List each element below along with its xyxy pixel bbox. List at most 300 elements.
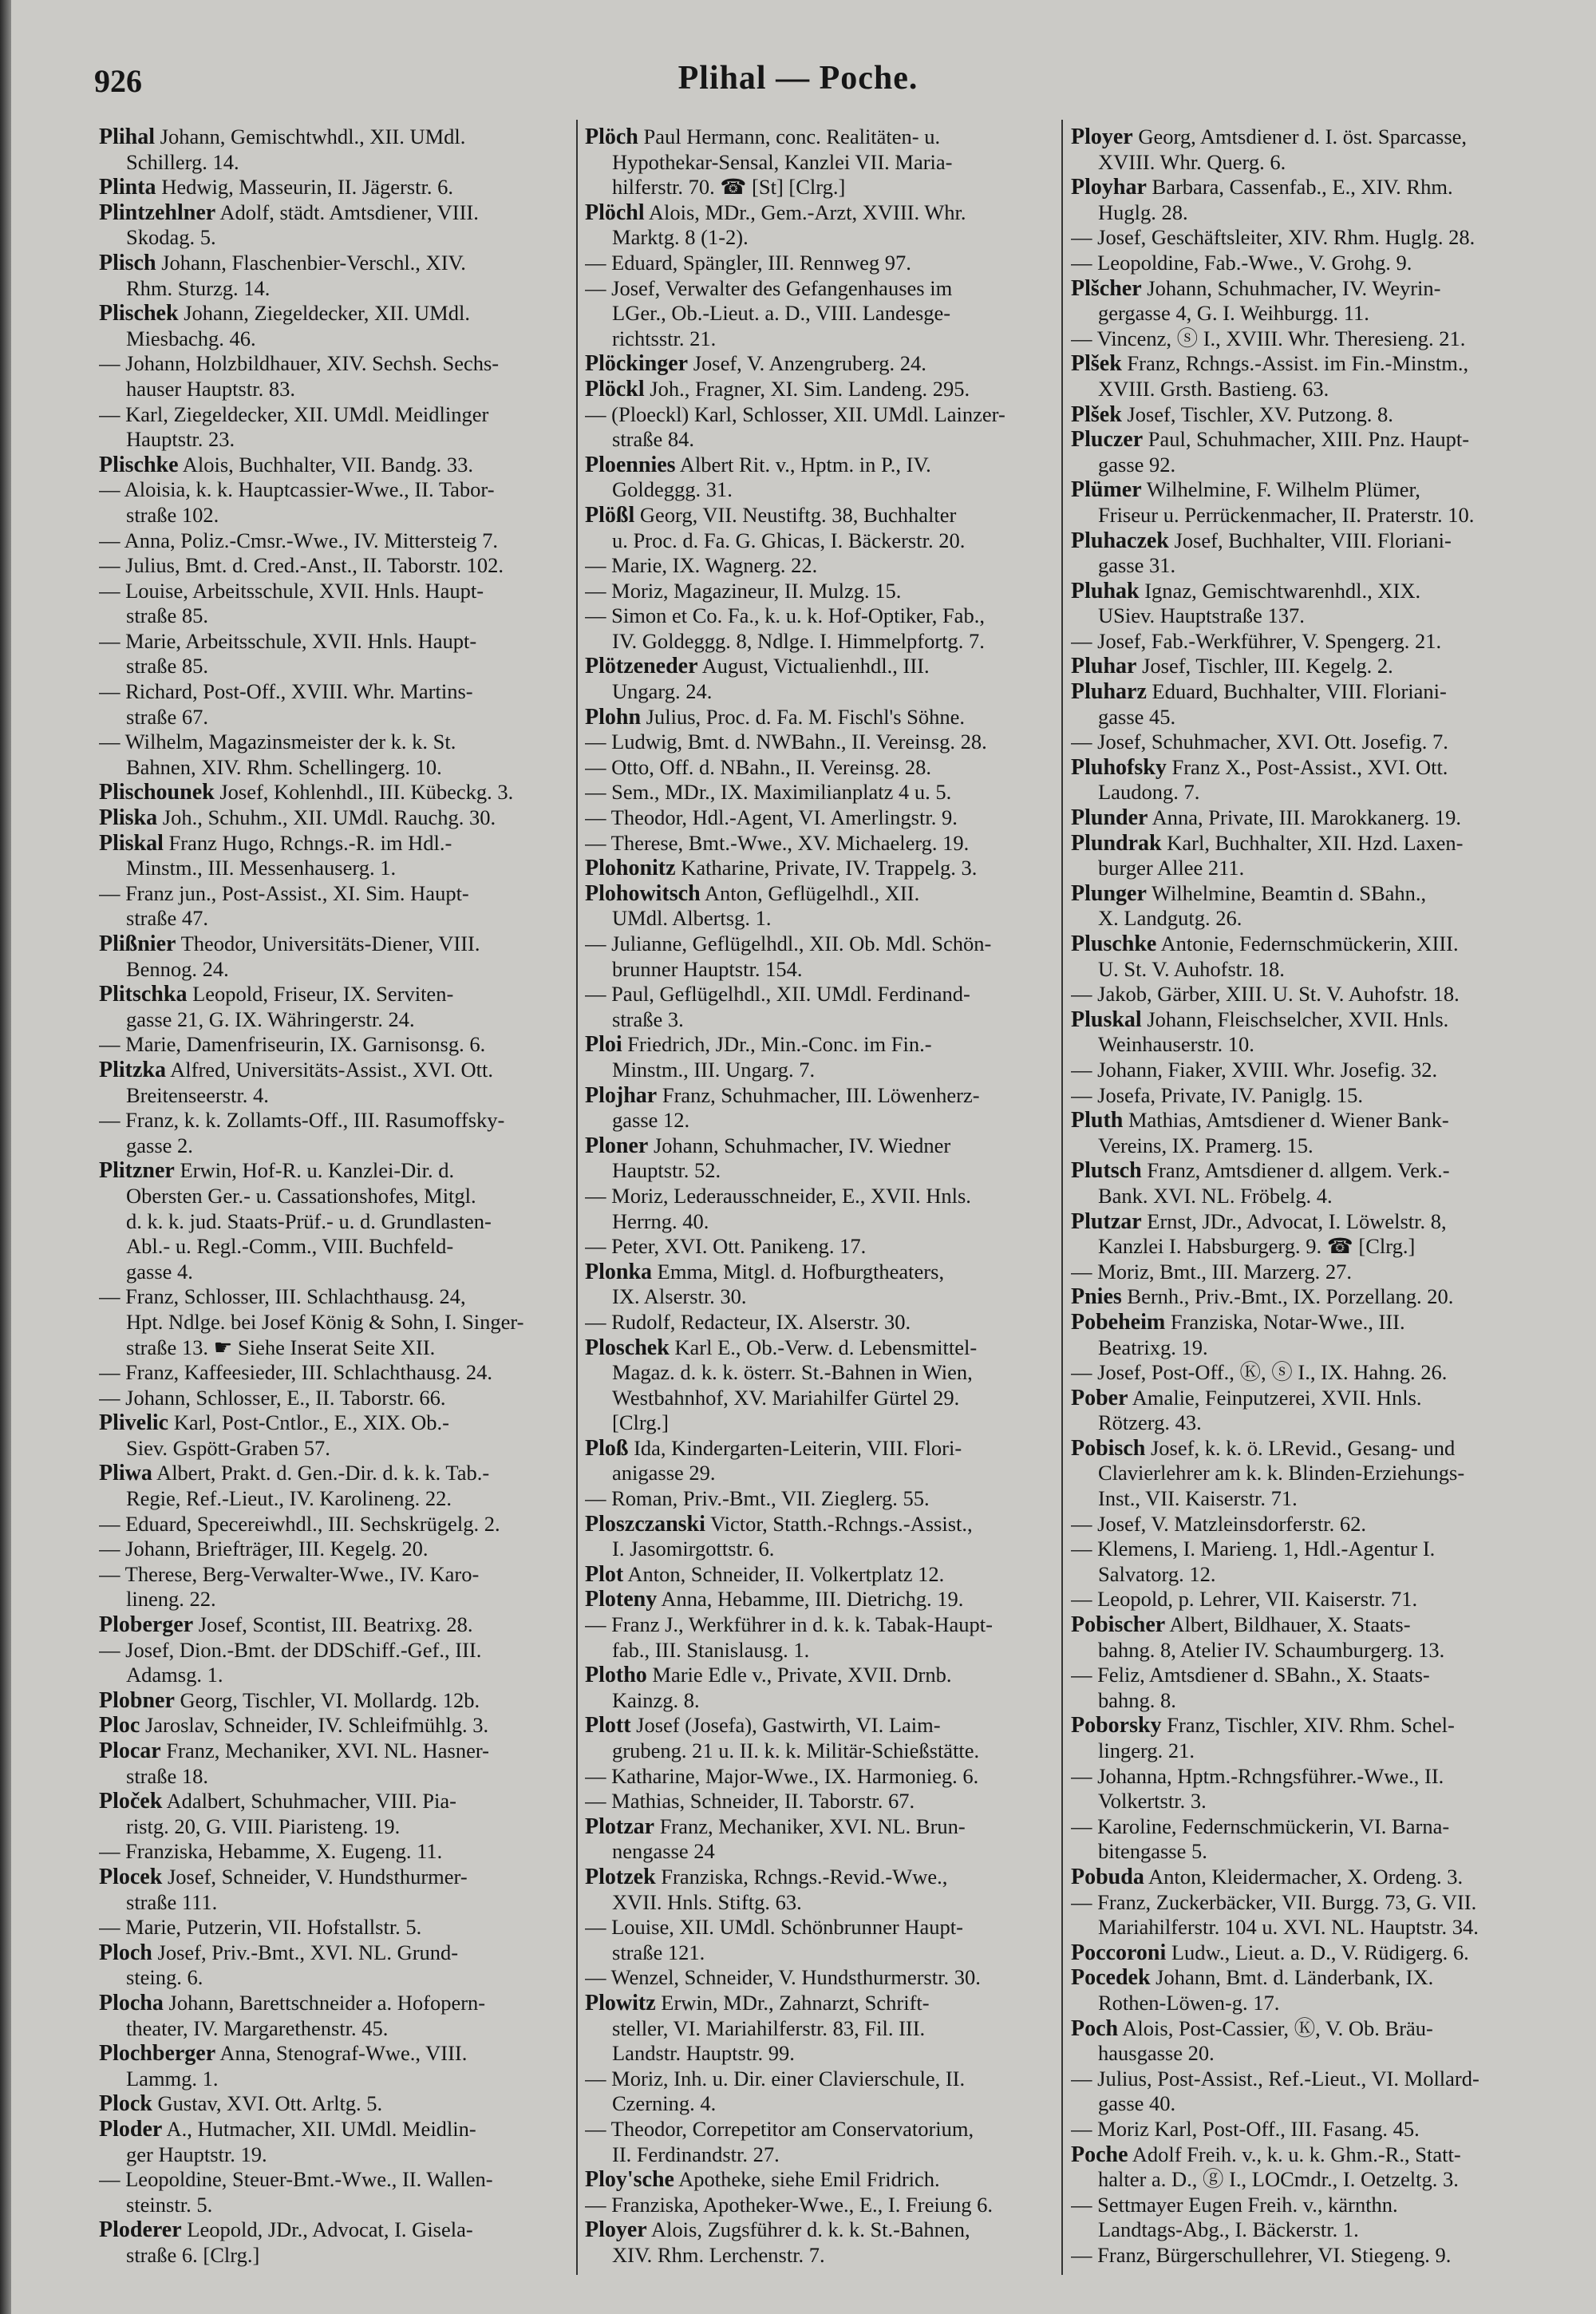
entry-text: — Anna, Poliz.-Cmsr.-Wwe., IV. Mittersteig 7. [99,528,499,552]
entry-continuation-line [585,1940,1064,1966]
entry-continuation-line [99,427,578,453]
entry-text: — Moriz, Bmt., III. Marzerg. 27. [1071,1259,1353,1284]
entry-surname: Plotho [585,1663,647,1688]
entry-continuation-line [585,1058,1064,1083]
entry-text: — Jakob, Gärber, XIII. U. St. V. Auhofstr. 18. [1071,982,1460,1007]
entry-continuation-line [585,553,1064,579]
entry-continuation-line [99,1209,578,1235]
entry-continuation-line [1071,1335,1550,1361]
entry-surname: Poche [1071,2142,1128,2167]
entry-text: — Karl, Ziegeldecker, XII. UMdl. Meidlinger [99,401,489,426]
entry-text: Josef, Priv.-Bmt., XVI. NL. Grund- [152,1940,459,1964]
entry-continuation-line [99,881,578,907]
entry-text: gasse 45. [1098,704,1176,729]
entry-line [585,1032,1064,1058]
entry-line [585,1133,1064,1159]
entry-text: — Feliz, Amtsdiener d. SBahn., X. Staats- [1071,1663,1430,1687]
entry-continuation-line [585,1738,1064,1764]
entry-continuation-line [585,301,1064,326]
entry-surname: Ploß [585,1435,629,1461]
entry-text: Johann, Schuhmacher, IV. Weyrin- [1141,275,1441,300]
entry-continuation-line [99,1310,578,1335]
entry-text: straße 84. [612,427,695,452]
entry-text: Landtags-Abg., I. Bäckerstr. 1. [1098,2217,1359,2242]
entry-text: Alois, Buchhalter, VII. Bandg. 33. [178,452,473,477]
entry-continuation-line [585,957,1064,983]
entry-surname: Pluczer [1071,427,1144,453]
entry-line [99,251,578,276]
entry-surname: Plojhar [585,1082,658,1108]
entry-text: Mariahilferstr. 104 u. XVI. NL. Hauptstr. 34. [1098,1915,1479,1940]
entry-text: — Sem., MDr., IX. Maximilianplatz 4 u. 5. [585,780,952,805]
entry-text: Georg, Tischler, VI. Mollardg. 12b. [174,1687,480,1712]
entry-text: Paul, Schuhmacher, XIII. Pnz. Haupt- [1143,427,1470,452]
entry-surname: Pliska [99,805,158,831]
entry-continuation-line [585,755,1064,781]
entry-surname: Plißnier [99,932,176,956]
entry-text: — Louise, Arbeitsschule, XVII. Hnls. Haupt- [99,578,484,603]
entry-text: Johann, Bmt. d. Länderbank, IX. [1150,1965,1434,1990]
entry-line [1071,1108,1550,1133]
entry-continuation-line [1071,1058,1550,1083]
entry-line [585,1436,1064,1462]
entry-text: ger Hauptstr. 19. [126,2142,267,2166]
entry-text: XIV. Rhm. Lerchenstr. 7. [612,2242,825,2267]
entry-text: Amalie, Feinputzerei, XVII. Hnls. [1128,1385,1422,1410]
entry-continuation-line [585,1007,1064,1033]
entry-surname: Pliwa [99,1461,152,1486]
entry-text: UMdl. Albertsg. 1. [612,906,772,931]
entry-surname: Pluth [1071,1108,1124,1133]
entry-line [99,1410,578,1436]
entry-text: — Eduard, Specereiwhdl., III. Sechskrügelg. 2. [99,1511,500,1536]
entry-text: Landstr. Hauptstr. 99. [612,2041,795,2066]
entry-text: — Franz, Zuckerbäcker, VII. Burgg. 73, G. VII. [1071,1889,1477,1914]
entry-text: Johann, Barettschneider a. Hofopern- [163,1990,486,2015]
entry-continuation-line [585,1461,1064,1486]
entry-surname: Ploberger [99,1612,194,1638]
entry-continuation-line [99,1486,578,1512]
entry-text: — Leopoldine, Steuer-Bmt.-Wwe., II. Wallen- [99,2167,493,2192]
entry-continuation-line [585,1209,1064,1235]
entry-text: Friseur u. Perrückenmacher, II. Praterstr. 10. [1098,502,1475,527]
entry-continuation-line [1071,2041,1550,2067]
entry-line [585,1814,1064,1840]
entry-surname: Plšek [1071,401,1122,427]
entry-surname: Ployer [585,2217,647,2243]
entry-text: XVII. Hnls. Stiftg. 63. [612,1889,802,1914]
entry-text: lingerg. 21. [1098,1738,1195,1762]
entry-continuation-line [585,1915,1064,1940]
entry-continuation-line [585,1965,1064,1991]
entry-text: — Julianne, Geflügelhdl., XII. Ob. Mdl. Schön- [585,932,992,955]
entry-text: hilferstr. 70. ☎ [St] [Clrg.] [612,175,846,200]
entry-text: Leopold, Friseur, IX. Serviten- [187,982,454,1007]
entry-text: lineng. 22. [126,1587,216,1612]
entry-text: Ungarg. 24. [612,679,713,704]
entry-text: Marie Edle v., Private, XVII. Drnb. [646,1663,952,1687]
entry-text: LGer., Ob.-Lieut. a. D., VIII. Landesge- [612,301,951,326]
entry-text: Barbara, Cassenfab., E., XIV. Rhm. [1146,175,1453,200]
entry-line [585,1865,1064,1890]
entry-line [585,125,1064,150]
entry-line [1071,1310,1550,1335]
entry-continuation-line [99,225,578,251]
entry-text: Antonie, Federnschmückerin, XIII. [1156,932,1459,955]
entry-text: — Johann, Holzbildhauer, XIV. Sechsh. Sechs- [99,351,500,376]
entry-text: u. Proc. d. Fa. G. Ghicas, I. Bäckerstr. 20. [612,528,966,552]
entry-text: bahng. 8, Atelier IV. Schaumburgerg. 13. [1098,1637,1445,1662]
entry-continuation-line [1071,1133,1550,1159]
entry-continuation-line [99,730,578,755]
entry-text: fab., III. Stanislausg. 1. [612,1637,810,1662]
entry-continuation-line [585,175,1064,200]
entry-text: — Moriz, Inh. u. Dir. einer Clavierschule, II. [585,2066,966,2091]
entry-continuation-line [1071,730,1550,755]
page-number: 926 [94,63,142,99]
entry-continuation-line [99,1284,578,1310]
entry-text: brunner Hauptstr. 154. [612,956,803,981]
entry-continuation-line [99,705,578,730]
entry-continuation-line [1071,1562,1550,1588]
entry-continuation-line [99,150,578,176]
entry-text: Franz, Amtsdiener d. allgem. Verk.- [1141,1158,1450,1183]
entry-surname: Pobischer [1071,1612,1166,1638]
entry-text: Albert, Prakt. d. Gen.-Dir. d. k. k. Tab.- [152,1461,490,1485]
entry-text: Regie, Ref.-Lieut., IV. Karolineng. 22. [126,1486,452,1511]
entry-continuation-line [99,1965,578,1991]
entry-continuation-line [99,1512,578,1537]
entry-surname: Plöckl [585,376,645,401]
entry-continuation-line [585,982,1064,1007]
entry-continuation-line [99,1587,578,1612]
entry-line [99,831,578,856]
entry-text: XVIII. Whr. Querg. 6. [1098,149,1286,174]
entry-text: — Otto, Off. d. NBahn., II. Vereinsg. 28. [585,754,932,779]
entry-continuation-line [1071,326,1550,352]
entry-continuation-line [585,2243,1064,2269]
entry-line [585,1562,1064,1588]
entry-continuation-line [1071,1260,1550,1285]
entry-text: Franz, Mechaniker, XVI. NL. Brun- [654,1814,966,1838]
entry-text: Bahnen, XIV. Rhm. Schellingerg. 10. [126,754,442,779]
entry-surname: Poborsky [1071,1713,1162,1738]
entry-text: Hpt. Ndlge. bei Josef König & Sohn, I. Singer- [126,1309,524,1334]
entry-continuation-line [99,579,578,604]
entry-text: Leopold, JDr., Advocat, I. Gisela- [181,2217,473,2242]
entry-line [99,1991,578,2016]
entry-line [585,1512,1064,1537]
running-title: Plihal — Poche. [678,60,918,97]
entry-surname: Ploček [99,1789,163,1814]
entry-continuation-line [1071,150,1550,176]
entry-continuation-line [585,1890,1064,1916]
entry-surname: Plisch [99,250,156,275]
entry-line [99,1713,578,1738]
entry-text: Ernst, JDr., Advocat, I. Löwelstr. 8, [1141,1208,1447,1233]
entry-text: — Josef, V. Matzleinsdorferstr. 62. [1071,1511,1366,1536]
entry-line [1071,2142,1550,2168]
entry-continuation-line [1071,1738,1550,1764]
entry-surname: Poccoroni [1071,1940,1167,1965]
entry-text: Salvatorg. 12. [1098,1561,1216,1586]
entry-text: August, Victualienhdl., III. [697,654,930,678]
entry-text: Adolf, städt. Amtsdiener, VIII. [215,200,479,224]
entry-continuation-line [1071,856,1550,881]
entry-line [99,1612,578,1638]
entry-text: — Moriz Karl, Post-Off., III. Fasang. 45. [1071,2116,1420,2141]
entry-text: Friedrich, JDr., Min.-Conc. im Fin.- [622,1032,932,1057]
entry-line [1071,1284,1550,1310]
entry-continuation-line [99,2167,578,2193]
entry-text: — Peter, XVI. Ott. Panikeng. 17. [585,1234,867,1259]
entry-text: USiev. Hauptstraße 137. [1098,603,1305,628]
entry-line [585,2167,1064,2193]
entry-surname: Ploner [585,1133,649,1158]
entry-text: Josef, k. k. ö. LRevid., Gesang- und [1145,1435,1456,1460]
entry-surname: Plohowitsch [585,880,701,906]
entry-text: Bennog. 24. [126,956,229,981]
entry-text: — Leopold, p. Lehrer, VII. Kaiserstr. 71. [1071,1587,1418,1612]
entry-surname: Pluharz [1071,679,1147,705]
entry-line [1071,427,1550,453]
entry-line [585,1713,1064,1738]
entry-text: Miesbachg. 46. [126,326,256,350]
entry-continuation-line [99,1108,578,1133]
entry-surname: Ploschek [585,1335,670,1360]
entry-continuation-line [1071,1410,1550,1436]
entry-continuation-line [1071,2167,1550,2193]
entry-continuation-line [1071,2091,1550,2117]
entry-continuation-line [1071,780,1550,805]
entry-continuation-line [1071,503,1550,528]
entry-line [585,881,1064,907]
entry-surname: Plitschka [99,982,188,1007]
entry-text: Beatrixg. 19. [1098,1335,1208,1359]
entry-surname: Plößl [585,502,635,528]
entry-text: Hauptstr. 23. [126,427,235,452]
entry-text: — Johann, Schlosser, E., II. Taborstr. 66. [99,1385,446,1410]
entry-continuation-line [99,2243,578,2269]
entry-text: steller, VI. Mariahilferstr. 83, Fil. III. [612,2015,926,2040]
entry-continuation-line [1071,1991,1550,2016]
entry-continuation-line [585,932,1064,957]
entry-text: Ludw., Lieut. a. D., V. Rüdigerg. 6. [1166,1940,1469,1964]
entry-line [99,2117,578,2142]
entry-line [1071,932,1550,957]
entry-text: Magaz. d. k. k. österr. St.-Bahnen in Wien, [612,1360,973,1385]
entry-continuation-line [585,1158,1064,1184]
entry-text: Rothen-Löwen-g. 17. [1098,1990,1280,2015]
entry-text: — Franz J., Werkführer in d. k. k. Tabak-Haupt- [585,1612,993,1637]
entry-continuation-line [585,1638,1064,1663]
entry-text: — Josef, Verwalter des Gefangenhauses im [585,275,953,300]
entry-text: Karl, Post-Cntlor., E., XIX. Ob.- [168,1410,449,1435]
entry-continuation-line [585,402,1064,428]
entry-text: Clavierlehrer am k. k. Blinden-Erziehungs- [1098,1461,1465,1485]
entry-text: gasse 92. [1098,452,1176,477]
entry-line [585,1587,1064,1612]
entry-text: Herrng. 40. [612,1208,709,1233]
entry-line [99,175,578,200]
entry-text: — Leopoldine, Fab.-Wwe., V. Grohg. 9. [1071,250,1412,275]
entry-text: — (Ploeckl) Karl, Schlosser, XII. UMdl. Lainzer- [585,401,1005,426]
entry-surname: Ploy'sche [585,2167,674,2193]
entry-continuation-line [1071,301,1550,326]
entry-text: Katharine, Private, IV. Trappelg. 3. [675,856,978,880]
entry-line [585,856,1064,881]
entry-continuation-line [99,1007,578,1033]
entry-text: A., Hutmacher, XII. UMdl. Meidlin- [162,2116,476,2141]
entry-continuation-line [1071,1512,1550,1537]
entry-text: — Marie, Putzerin, VII. Hofstallstr. 5. [99,1915,422,1940]
entry-line [1071,1436,1550,1462]
entry-text: — Josefa, Private, IV. Paniglg. 15. [1071,1082,1364,1107]
entry-text: Anna, Stenograf-Wwe., VIII. [215,2041,468,2066]
entry-text: Goldeggg. 31. [612,477,733,502]
entry-text: — Ludwig, Bmt. d. NWBahn., II. Vereinsg. 28. [585,730,987,754]
entry-text: Franz, Rchngs.-Assist. im Fin.-Minstm., [1121,351,1469,376]
entry-continuation-line [1071,2217,1550,2243]
entry-continuation-line [99,1133,578,1159]
entry-continuation-line [585,1764,1064,1790]
entry-line [99,1688,578,1714]
entry-text: — Mathias, Schneider, II. Taborstr. 67. [585,1789,915,1814]
entry-continuation-line [99,1436,578,1462]
entry-text: — Richard, Post-Off., XVIII. Whr. Martins- [99,679,473,704]
entry-text: Alois, Post-Cassier, Ⓚ, V. Ob. Bräu- [1118,2015,1433,2040]
entry-continuation-line [1071,251,1550,276]
entry-line [99,982,578,1007]
entry-continuation-line [585,579,1064,604]
entry-continuation-line [1071,1184,1550,1209]
entry-line [1071,1713,1550,1738]
entry-text: Josef, Kohlenhdl., III. Kübeckg. 3. [214,780,514,805]
entry-text: Johann, Ziegeldecker, XII. UMdl. [178,301,470,326]
entry-line [99,1158,578,1184]
entry-text: Franz X., Post-Assist., XVI. Ott. [1166,754,1448,779]
entry-line [1071,1158,1550,1184]
entry-continuation-line [99,1814,578,1840]
entry-line [1071,276,1550,302]
entry-continuation-line [99,1083,578,1109]
directory-column-3 [1071,125,1550,2268]
entry-continuation-line [1071,1764,1550,1790]
entry-text: straße 67. [126,704,209,729]
entry-line [1071,579,1550,604]
entry-surname: Plobner [99,1687,175,1713]
entry-continuation-line [585,1108,1064,1133]
entry-text: — Julius, Post-Assist., Ref.-Lieut., VI. Mollard- [1071,2066,1479,2091]
entry-text: nengasse 24 [612,1839,715,1864]
entry-text: Schillerg. 14. [126,149,239,174]
entry-text: Josef, V. Anzengruberg. 24. [688,351,926,376]
entry-continuation-line [1071,906,1550,932]
entry-line [585,1083,1064,1109]
entry-text: straße 13. ☛ Siehe Inserat Seite XII. [126,1335,436,1359]
entry-text: Huglg. 28. [1098,200,1188,224]
entry-text: theater, IV. Margarethenstr. 45. [126,2015,389,2040]
directory-column-2 [585,125,1064,2268]
entry-text: — Katharine, Major-Wwe., IX. Harmonieg. 6. [585,1763,979,1788]
entry-surname: Ployer [1071,125,1133,149]
entry-text: — Therese, Bmt.-Wwe., XV. Michaelerg. 19. [585,830,970,855]
entry-surname: Plivelic [99,1410,169,1436]
entry-line [585,200,1064,226]
entry-continuation-line [1071,200,1550,226]
entry-surname: Plischek [99,301,179,326]
entry-line [99,1058,578,1083]
entry-surname: Plümer [1071,477,1142,503]
entry-text: Volkertstr. 3. [1098,1789,1207,1814]
entry-text: — Johann, Briefträger, III. Kegelg. 20. [99,1537,429,1561]
entry-surname: Plischke [99,452,179,477]
entry-text: grubeng. 21 u. II. k. k. Militär-Schießstätte. [612,1738,980,1762]
entry-continuation-line [585,1537,1064,1562]
entry-continuation-line [99,351,578,377]
entry-line [585,1260,1064,1285]
entry-continuation-line [585,1612,1064,1638]
entry-text: Erwin, MDr., Zahnarzt, Schrift- [655,1990,930,2015]
entry-continuation-line [99,377,578,402]
entry-text: Albert Rit. v., Hptm. in P., IV. [675,452,931,477]
entry-continuation-line [1071,2193,1550,2218]
entry-continuation-line [99,1764,578,1790]
entry-surname: Plitzner [99,1158,175,1184]
entry-text: Wilhelmine, F. Wilhelm Plümer, [1141,477,1420,502]
entry-continuation-line [99,2142,578,2168]
entry-continuation-line [585,805,1064,831]
entry-surname: Plutzar [1071,1208,1142,1234]
entry-surname: Plochberger [99,2041,216,2067]
entry-surname: Plohn [585,704,642,730]
entry-text: Alfred, Universitäts-Assist., XVI. Ott. [166,1057,493,1082]
entry-line [99,125,578,150]
entry-continuation-line [99,629,578,655]
entry-surname: Pobisch [1071,1435,1146,1461]
entry-continuation-line [585,1486,1064,1512]
entry-line [1071,805,1550,831]
entry-continuation-line [1071,1890,1550,1916]
entry-text: Abl.- u. Regl.-Comm., VIII. Buchfeld- [126,1234,454,1259]
entry-text: — Louise, XII. UMdl. Schönbrunner Haupt- [585,1915,963,1940]
entry-text: — Theodor, Correpetitor am Conservatorium, [585,2116,974,2141]
entry-text: steing. 6. [126,1965,203,1990]
entry-text: IX. Alserstr. 30. [612,1284,747,1309]
entry-surname: Plihal [99,125,156,149]
entry-surname: Plöchl [585,200,645,225]
entry-continuation-line [99,1663,578,1688]
entry-continuation-line [585,1839,1064,1865]
entry-continuation-line [1071,1537,1550,1562]
entry-continuation-line [585,2142,1064,2168]
entry-text: Breitenseerstr. 4. [126,1082,269,1107]
entry-text: Franz, Tischler, XIV. Rhm. Schel- [1161,1713,1455,1738]
entry-text: Josef, Tischler, III. Kegelg. 2. [1136,654,1393,678]
entry-text: Franziska, Notar-Wwe., III. [1165,1309,1405,1334]
entry-line [99,2217,578,2243]
entry-text: Anna, Hebamme, III. Dietrichg. 19. [657,1587,964,1612]
entry-line [585,503,1064,528]
entry-text: Joh., Schuhm., XII. UMdl. Rauchg. 30. [157,805,496,830]
entry-text: Franziska, Rchngs.-Revid.-Wwe., [655,1864,948,1889]
entry-line [585,351,1064,377]
entry-surname: Ploc [99,1713,140,1738]
entry-text: Adalbert, Schuhmacher, VIII. Pia- [162,1789,456,1814]
entry-text: — Wilhelm, Magazinsmeister der k. k. St. [99,730,456,754]
entry-text: Joh., Fragner, XI. Sim. Landeng. 295. [644,376,970,401]
entry-continuation-line [585,2016,1064,2042]
